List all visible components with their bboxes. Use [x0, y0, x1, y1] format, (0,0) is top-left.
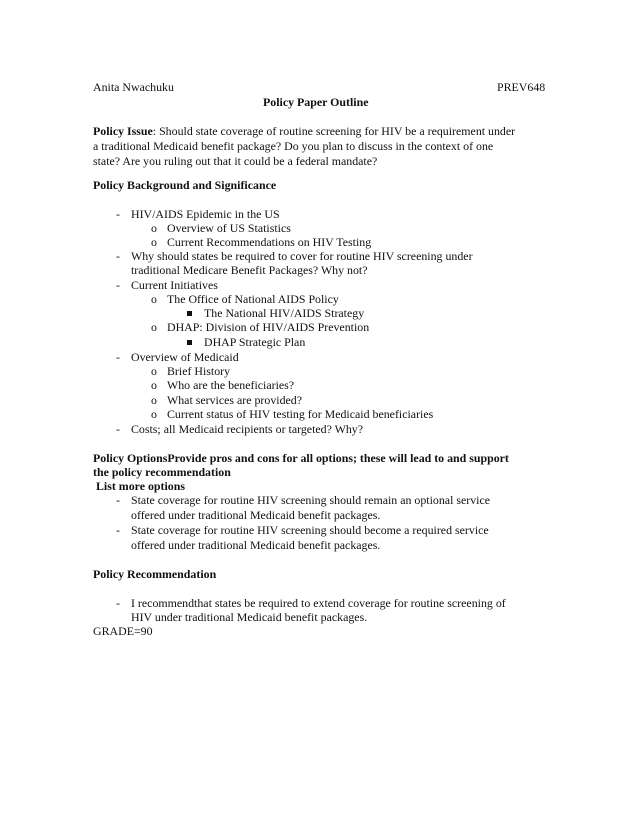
list-item: The Office of National AIDS Policy — [167, 292, 339, 306]
document-title: Policy Paper Outline — [263, 95, 369, 109]
list-item-continuation: offered under traditional Medicaid benefit packages. — [131, 538, 381, 552]
list-item: State coverage for routine HIV screening should become a required service — [131, 523, 489, 537]
recommendation-text-continued: HIV under traditional Medicaid benefit packages. — [131, 610, 368, 624]
circle-marker: o — [151, 378, 157, 392]
recommendation-heading: Policy Recommendation — [93, 567, 217, 581]
dash-marker: - — [116, 350, 120, 364]
list-item: DHAP: Division of HIV/AIDS Prevention — [167, 320, 370, 334]
circle-marker: o — [151, 320, 157, 334]
policy-issue-line-2: a traditional Medicaid benefit package? Do you plan to discuss in the context of one — [93, 139, 494, 153]
dash-marker: - — [116, 422, 120, 436]
policy-issue-text: : Should state coverage of routine screening for HIV be a requirement under — [152, 124, 516, 138]
dash-marker: - — [116, 523, 120, 537]
list-item: Current Recommendations on HIV Testing — [167, 235, 372, 249]
policy-issue-label: Policy Issue — [93, 124, 153, 138]
list-item: Costs; all Medicaid recipients or targeted? Why? — [131, 422, 364, 436]
square-bullet-icon — [187, 340, 192, 345]
square-bullet-icon — [187, 311, 192, 316]
options-heading-continued: the policy recommendation — [93, 465, 231, 479]
recommendation-text: I recommendthat states be required to extend coverage for routine screening of — [131, 596, 506, 610]
dash-marker: - — [116, 249, 120, 263]
circle-marker: o — [151, 407, 157, 421]
list-item: Current status of HIV testing for Medicaid beneficiaries — [167, 407, 434, 421]
list-item-continuation: offered under traditional Medicaid benefit packages. — [131, 508, 381, 522]
list-item: HIV/AIDS Epidemic in the US — [131, 207, 280, 221]
grade-text: GRADE=90 — [93, 624, 153, 638]
list-item: Who are the beneficiaries? — [167, 378, 295, 392]
list-item: Overview of Medicaid — [131, 350, 239, 364]
circle-marker: o — [151, 235, 157, 249]
policy-issue-line-1 — [93, 124, 515, 139]
list-item: State coverage for routine HIV screening should remain an optional service — [131, 493, 491, 507]
background-heading: Policy Background and Significance — [93, 178, 277, 192]
circle-marker: o — [151, 221, 157, 235]
author-name: Anita Nwachuku — [93, 80, 174, 94]
list-item: Current Initiatives — [131, 278, 218, 292]
dash-marker: - — [116, 596, 120, 610]
list-item: Brief History — [167, 364, 231, 378]
dash-marker: - — [116, 278, 120, 292]
circle-marker: o — [151, 364, 157, 378]
options-subheading: List more options — [96, 479, 185, 493]
list-item: The National HIV/AIDS Strategy — [204, 306, 365, 320]
circle-marker: o — [151, 393, 157, 407]
dash-marker: - — [116, 207, 120, 221]
options-heading: Policy OptionsProvide pros and cons for all options; these will lead to and support — [93, 451, 509, 465]
list-item: What services are provided? — [167, 393, 303, 407]
dash-marker: - — [116, 493, 120, 507]
circle-marker: o — [151, 292, 157, 306]
list-item-continuation: traditional Medicare Benefit Packages? Why not? — [131, 263, 368, 277]
list-item: DHAP Strategic Plan — [204, 335, 306, 349]
list-item: Overview of US Statistics — [167, 221, 291, 235]
course-code: PREV648 — [497, 80, 546, 94]
list-item: Why should states be required to cover for routine HIV screening under — [131, 249, 473, 263]
policy-issue-line-3: state? Are you ruling out that it could be a federal mandate? — [93, 154, 378, 168]
